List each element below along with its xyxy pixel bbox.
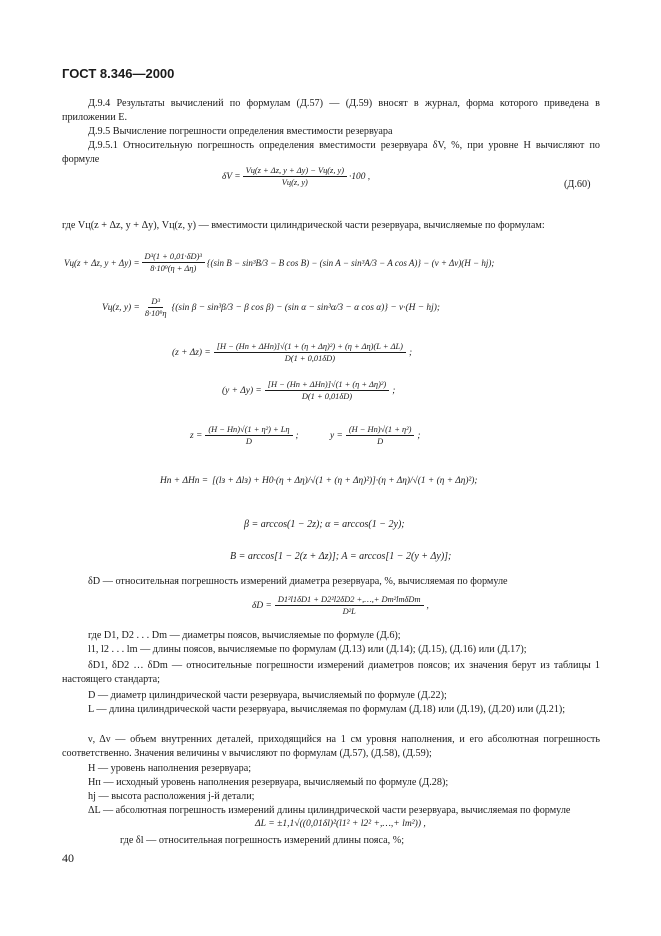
- formula-z-perturbed: (z + Δz) = $\frac{\text{[H − (Hп + ΔHп)]√(1 + (η + Δη)²) + (η + Δη)(L + ΔL)}}{D(1 + 0,01\delta D)}$ ;: [172, 342, 413, 363]
- formula-y-numerator: (H − Hп)√(1 + η²): [346, 425, 415, 436]
- formula-z-perturbed-numerator: [H − (Hп + ΔHп)]√(1 + (η + Δη)²) + (η + Δη)(L + ΔL): [214, 342, 406, 353]
- formula-y-lhs: y =: [330, 430, 343, 441]
- formula-z-denominator: D: [245, 437, 252, 446]
- document-header: ГОСТ 8.346—2000: [62, 66, 175, 81]
- formula-volume-perturbed: [64, 252, 494, 273]
- paragraph-d95: Д.9.5 Вычисление погрешности определения вместимости резервуара: [88, 126, 393, 137]
- definition-length: L — длина цилиндрической части резервуара, вычисляемая по формулам (Д.18) или (Д.19), (Д.20) или (Д.21);: [88, 704, 566, 715]
- definition-belt-length-error: где δl — относительная погрешность измерений длины пояса, %;: [120, 835, 405, 846]
- definition-diameter: D — диаметр цилиндрической части резервуара, вычисляемый по формуле (Д.22);: [88, 690, 447, 701]
- formula-delta-l: ΔL = ±1,1√((0,01δl)²(l1² + l2² +,…,+ lm²)) ,: [255, 818, 426, 829]
- formula-delta-d-lhs: δD =: [252, 600, 272, 611]
- definition-delta-l: ΔL — абсолютная погрешность измерений длины цилиндрической части резервуара, вычисляемая по формуле: [88, 805, 571, 816]
- formula-z-perturbed-denominator: D(1 + 0,01δD): [284, 354, 335, 363]
- definition-delta-d: δD — относительная погрешность измерений диаметра резервуара, %, вычисляемая по формуле: [88, 576, 508, 587]
- formula-initial-level-lhs: Hп + ΔHп =: [160, 476, 209, 486]
- formula-d60-tail: ·100 ,: [349, 171, 371, 182]
- definition-belt-diameters: где D1, D2 . . . Dm — диаметры поясов, вычисляемые по формуле (Д.6);: [88, 630, 401, 641]
- formula-initial-level: [160, 476, 478, 486]
- formula-y-perturbed-numerator: [H − (Hп + ΔHп)]√(1 + (η + Δη)²): [265, 380, 389, 391]
- formula-initial-level-body: [(lз + Δlз) + H0·(η + Δη)/√(1 + (η + Δη)²)]·(η + Δη)/√(1 + (η + Δη)²);: [212, 476, 478, 486]
- formula-volume-coef: [142, 297, 170, 318]
- formula-volume-perturbed-body: {(sin B − sin³B/3 − B cos B) − (sin A − sin³A/3 − A cos A)} − (ν + Δν)(H − hj);: [206, 257, 495, 268]
- formula-y: y = $\frac{\text{(H − Hп)√(1 + η²)}}{D}$ ;: [330, 425, 421, 446]
- formula-d60-lhs: δV =: [222, 171, 241, 182]
- formula-z-lhs: z =: [190, 430, 203, 441]
- formula-z-fraction: [205, 425, 292, 446]
- formula-d60-fraction: [243, 166, 347, 187]
- paragraph-d951: Д.9.5.1 Относительную погрешность определения вместимости резервуара δV, %, при уровне H вычисляют по формуле: [62, 140, 600, 165]
- formula-volume-lhs: Vц(z, y) =: [102, 302, 140, 313]
- formula-y-perturbed-lhs: (y + Δy) =: [222, 385, 262, 396]
- definition-inner-parts: ν, Δν — объем внутренних деталей, приходящийся на 1 см уровня наполнения, и его абсолютная погрешность соответственно. Значения величины ν вычисляют по формулам (Д.57), (Д.58), (Д.59);: [62, 734, 600, 759]
- formula-B-A: B = arccos[1 − 2(z + Δz)]; A = arccos[1 − 2(y + Δy)];: [230, 551, 452, 562]
- definition-belt-lengths: l1, l2 . . . lm — длины поясов, вычисляемые по формулам (Д.13) или (Д.14); (Д.15), (Д.16) или (Д.17);: [88, 644, 527, 655]
- paragraph-where-volumes: где Vц(z + Δz, y + Δy), Vц(z, y) — вместимости цилиндрической части резервуара, вычисляемые по формулам:: [62, 220, 545, 231]
- formula-z-numerator: (H − Hп)√(1 + η²) + Lη: [205, 425, 292, 436]
- formula-y-perturbed-denominator: D(1 + 0,01δD): [301, 392, 353, 401]
- formula-d60-numerator: Vц(z + Δz, y + Δy) − Vц(z, y): [243, 166, 347, 177]
- formula-y-fraction: [346, 425, 415, 446]
- formula-delta-d: δD = $\frac{\text{D1²l1δD1 + D2²l2δD2 +,…,+ Dm²lmδDm}}{\text{D²L}}$ ,: [252, 595, 429, 616]
- formula-volume-perturbed-coef: [142, 252, 205, 273]
- page-number: 40: [62, 851, 74, 865]
- formula-z-perturbed-lhs: (z + Δz) =: [172, 347, 211, 358]
- definition-initial-level: Hп — исходный уровень наполнения резервуара, вычисляемый по формуле (Д.28);: [88, 777, 449, 788]
- formula-volume-perturbed-lhs: Vц(z + Δz, y + Δy) =: [64, 257, 140, 268]
- definition-belt-diameter-errors: δD1, δD2 … δDm — относительные погрешности измерений диаметров поясов; их значения берут из таблицы 1 настоящего стандарта;: [62, 660, 600, 685]
- coef-denominator: 8·10⁹(η + Δη): [150, 264, 197, 273]
- coef-numerator: D³: [148, 297, 163, 308]
- formula-y-perturbed-fraction: [265, 380, 389, 401]
- formula-beta-alpha: β = arccos(1 − 2z); α = arccos(1 − 2y);: [244, 519, 405, 530]
- formula-volume: [102, 297, 440, 318]
- paragraph-d94: Д.9.4 Результаты вычислений по формулам (Д.57) — (Д.59) вносят в журнал, форма которого приведена в приложении Е.: [62, 98, 600, 123]
- formula-delta-d-fraction: [275, 595, 424, 616]
- formula-z: z = $\frac{\text{(H − Hп)√(1 + η²) + Lη}}{D}$ ;: [190, 425, 299, 446]
- formula-d60-denominator: Vц(z, y): [281, 178, 308, 187]
- coef-numerator: D³(1 + 0,01·δD)³: [142, 252, 205, 263]
- formula-delta-d-numerator: D1²l1δD1 + D2²l2δD2 +,…,+ Dm²lmδDm: [275, 595, 424, 606]
- formula-d60: [222, 166, 370, 187]
- formula-y-perturbed: (y + Δy) = $\frac{\text{[H − (Hп + ΔHп)]√(1 + (η + Δη)²)}}{D(1 + 0,01\delta D)}$ ;: [222, 380, 396, 401]
- definition-level: H — уровень наполнения резервуара;: [88, 763, 252, 774]
- coef-denominator: 8·10⁹η: [144, 309, 167, 318]
- definition-part-height: hj — высота расположения j-й детали;: [88, 791, 255, 802]
- formula-z-perturbed-fraction: [214, 342, 406, 363]
- formula-y-denominator: D: [377, 437, 384, 446]
- formula-volume-body: {(sin β − sin³β/3 − β cos β) − (sin α − sin³α/3 − α cos α)} − ν·(H − hj);: [171, 302, 440, 313]
- formula-delta-d-denominator: D²L: [342, 607, 356, 616]
- formula-label-d60: (Д.60): [564, 179, 591, 190]
